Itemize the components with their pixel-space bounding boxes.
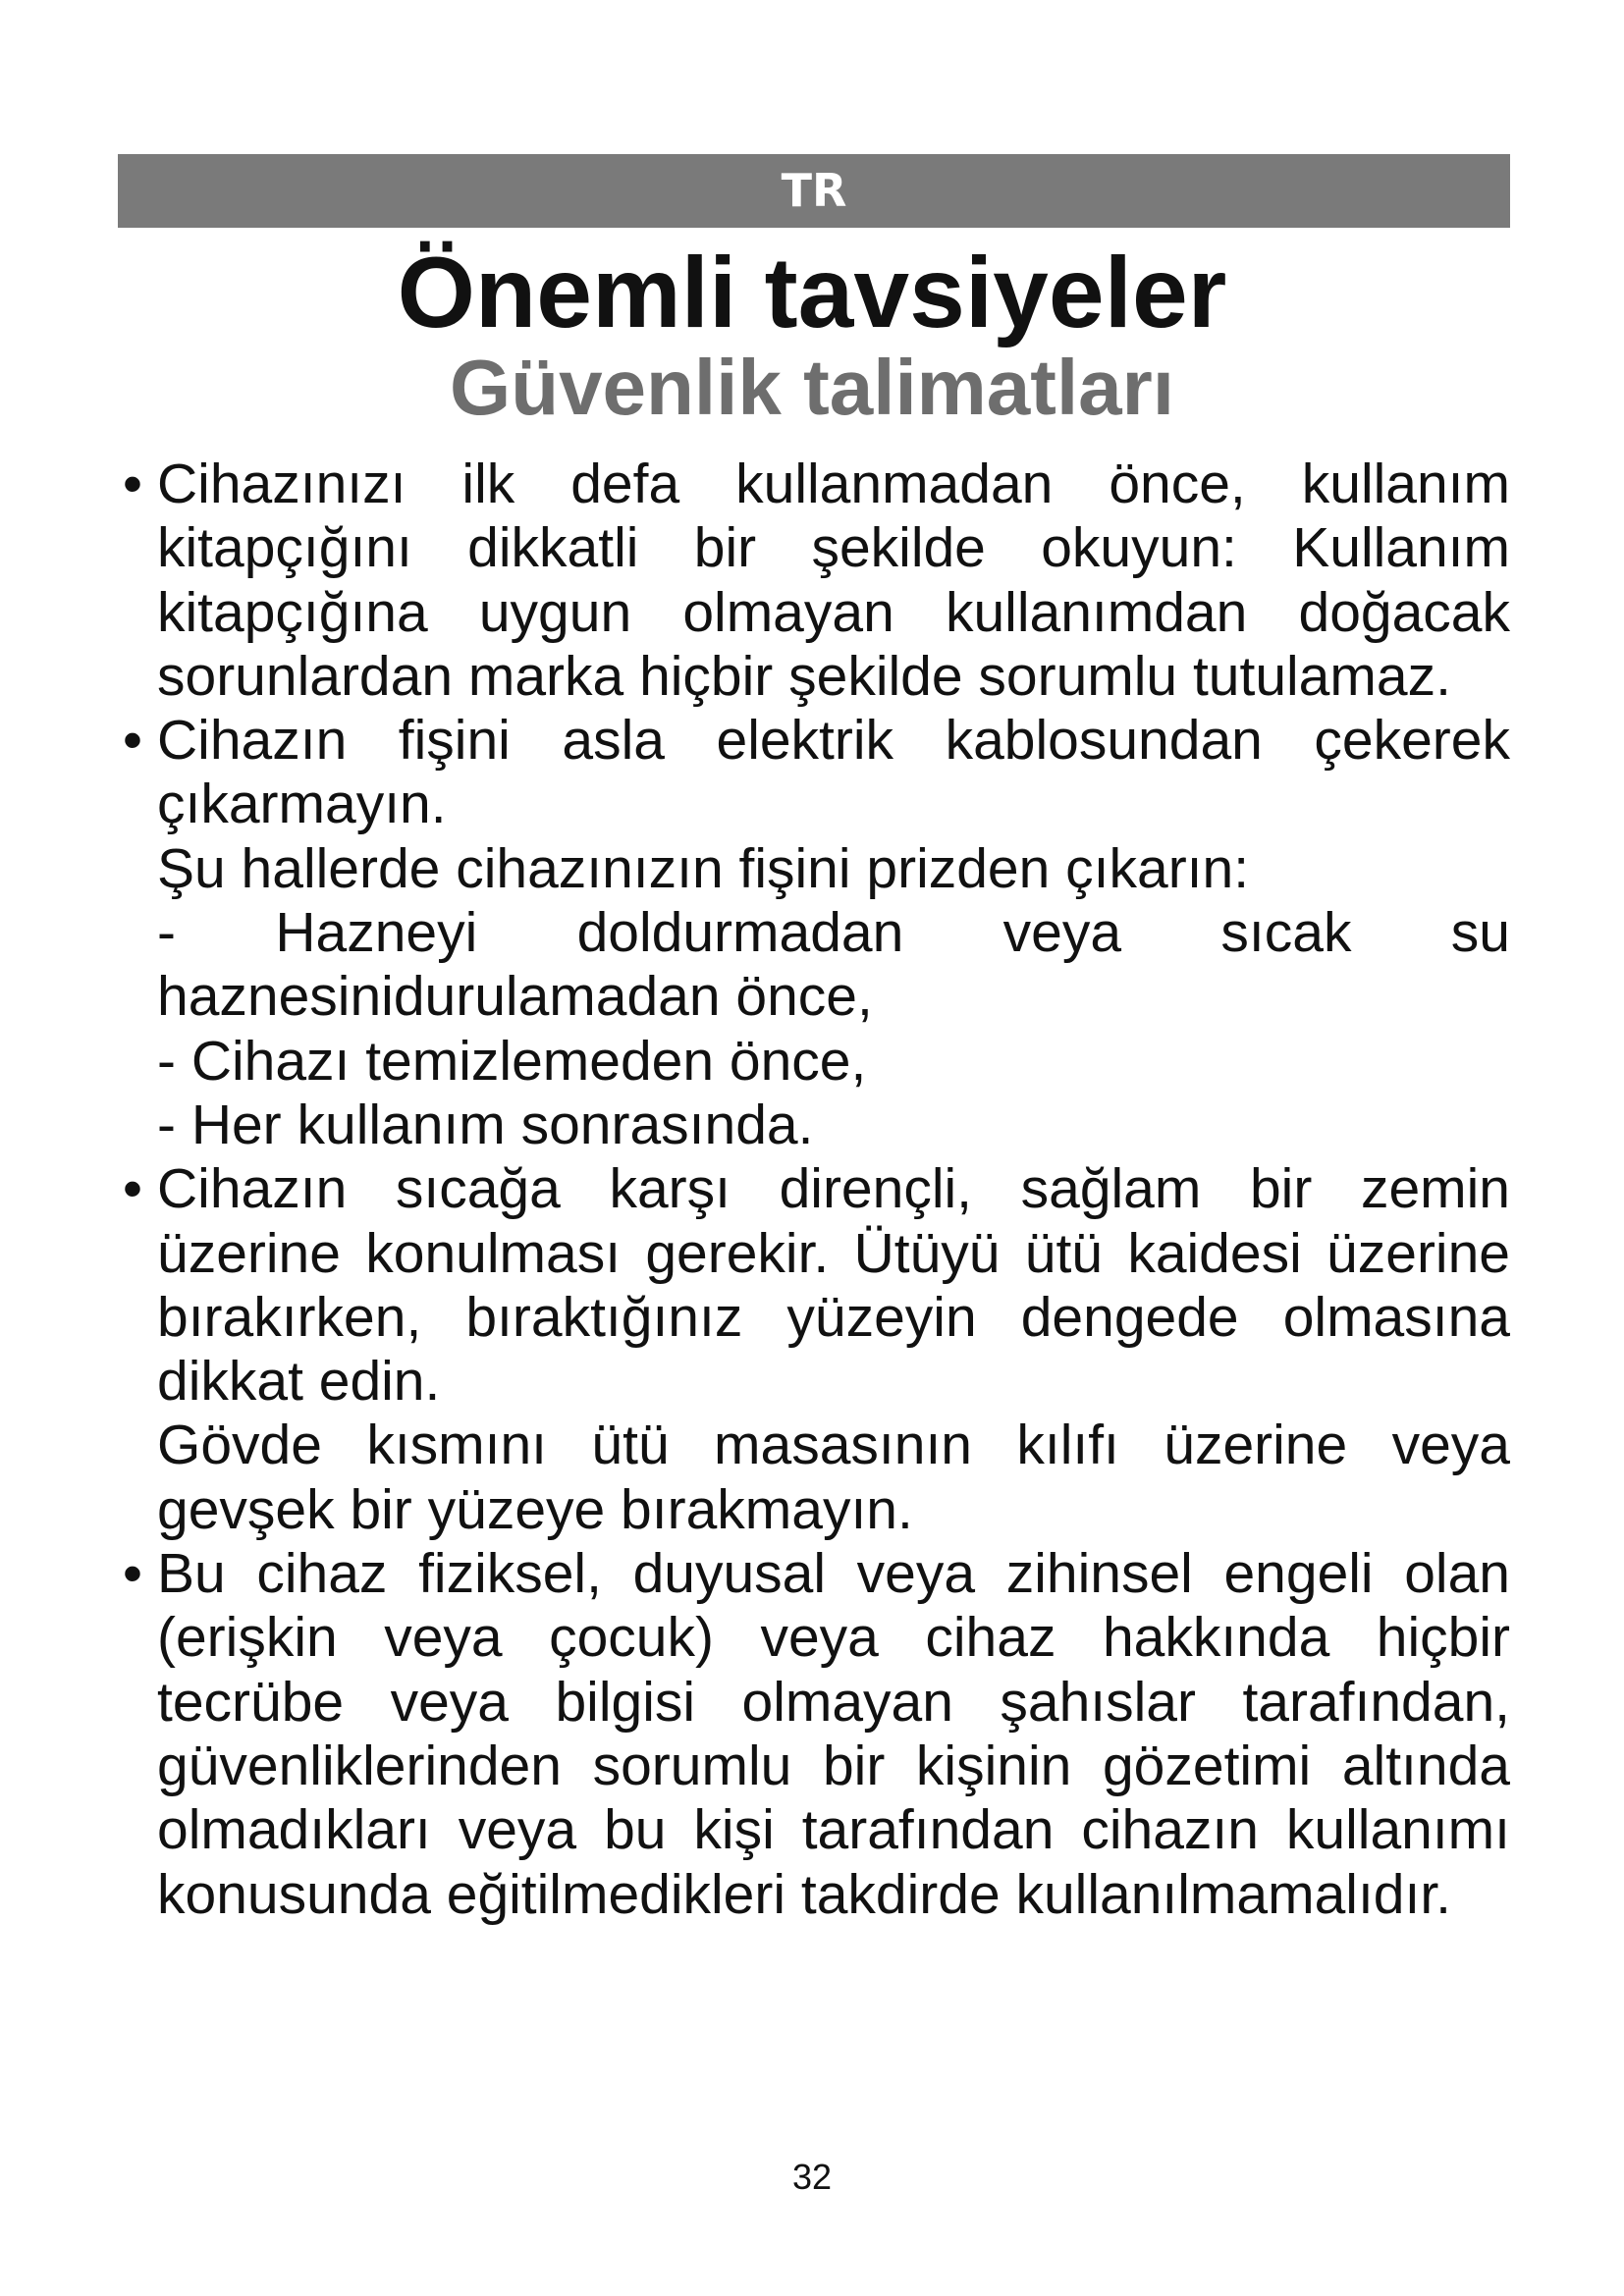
bullet-icon: •	[123, 453, 142, 515]
page-title: Önemli tavsiyeler	[397, 237, 1227, 348]
list-item	[123, 1157, 1510, 1542]
page-number: 32	[791, 2157, 833, 2197]
list-item-text: Cihazınızı ilk defa kullanmadan önce, kullanım kitapçığını dikkatli bir şekilde okuyun: Kullanım kitapçığına uygun olmayan kullanımdan doğacak sorunlardan marka hiçbir şekilde sorumlu tutulamaz.	[157, 453, 1510, 708]
list-item-text: Cihazın fişini asla elektrik kablosundan çekerek çıkarmayın.	[157, 709, 1510, 836]
sub-item: - Her kullanım sonrasında.	[157, 1093, 814, 1156]
sub-item: - Hazneyi doldurmadan veya sıcak su haznesinidurulamadan önce,	[157, 901, 1510, 1029]
bullet-icon: •	[123, 709, 142, 773]
list-item	[123, 709, 1510, 1157]
page-subtitle: Güvenlik talimatları	[449, 344, 1175, 431]
list-item	[123, 1542, 1510, 1927]
language-header-bar: TR	[118, 154, 1510, 228]
sub-item: - Cihazı temizlemeden önce,	[157, 1029, 867, 1093]
bullet-icon: •	[123, 1542, 142, 1606]
instructions-list	[123, 453, 1510, 1927]
list-item-text: Cihazın sıcağa karşı dirençli, sağlam bir zemin üzerine konulması gerekir. Ütüyü ütü kaidesi üzerine bırakırken, bıraktığınız yüzeyin dengede olmasına dikkat edin.	[157, 1157, 1510, 1414]
bullet-icon: •	[123, 1157, 142, 1221]
list-item	[123, 453, 1510, 709]
list-item-intro: Şu hallerde cihazınızın fişini prizden çıkarın:	[157, 836, 1250, 900]
list-item-text: Bu cihaz fiziksel, duyusal veya zihinsel engeli olan (erişkin veya çocuk) veya cihaz hakkında hiçbir tecrübe veya bilgisi olmayan şahıslar tarafından, güvenliklerinden sorumlu bir kişinin gözetimi altında olmadıkları veya bu kişi tarafından cihazın kullanımı konusunda eğitilmedikleri takdirde kullanılmamalıdır.	[157, 1542, 1510, 1926]
list-item-extra: Gövde kısmını ütü masasının kılıfı üzerine veya gevşek bir yüzeye bırakmayın.	[157, 1414, 1510, 1541]
